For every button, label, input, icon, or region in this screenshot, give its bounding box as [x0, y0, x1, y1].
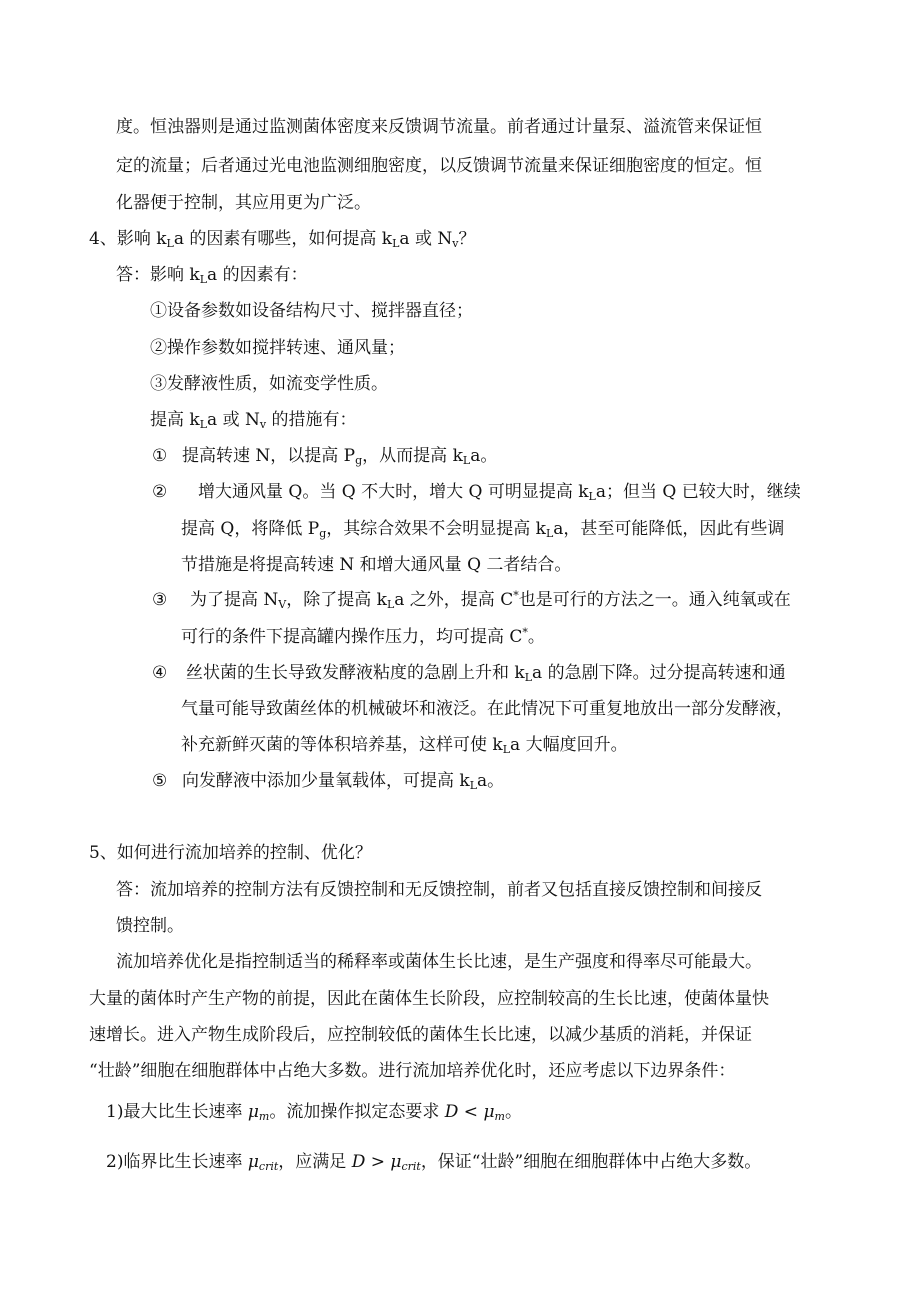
measure-4-line-2: 气量可能导致菌丝体的机械破坏和液泛。在此情况下可重复地放出一部分发酵液， — [181, 699, 793, 719]
factor-item: ③发酵液性质，如流变学性质。 — [150, 374, 388, 394]
paragraph-line: 度。恒浊器则是通过监测菌体密度来反馈调节流量。前者通过计量泵、溢流管来保证恒 — [116, 117, 762, 137]
measure-4-line-3: 补充新鲜灭菌的等体积培养基，这样可使 $k_La$ 大幅度回升。 — [181, 735, 628, 756]
measure-1: ① 提高转速 N，以提高 $P_g$，从而提高 $k_La$。 — [152, 446, 498, 467]
measure-2-line-3: 节措施是将提高转速 N 和增大通风量 Q 二者结合。 — [181, 555, 572, 575]
measure-4-line-1: ④ 丝状菌的生长导致发酵液粘度的急剧上升和 $k_La$ 的急剧下降。过分提高转速和通 — [152, 663, 786, 684]
measure-5: ⑤ 向发酵液中添加少量氧载体，可提高 $k_La$。 — [152, 771, 505, 792]
measure-3-line-1: ③ 为了提高 $N_V$，除了提高 $k_La$ 之外，提高 C*也是可行的方法之一。通入纯氧或在 — [152, 589, 791, 611]
answer-5-line: 答：流加培养的控制方法有反馈控制和无反馈控制，前者又包括直接反馈控制和间接反 — [116, 880, 762, 900]
measure-3-line-2: 可行的条件下提高罐内操作压力，均可提高 C*。 — [181, 626, 545, 647]
measure-2-line-1: ② 增大通风量 Q。当 Q 不大时，增大 Q 可明显提高 $k_La$；但当 Q 已较大时，继续 — [152, 482, 801, 503]
boundary-condition-2: 2)临界比生长速率 $\mu_{crit}$，应满足 $D > \mu_{crit}$，保证“壮龄”细胞在细胞群体中占绝大多数。 — [106, 1152, 762, 1173]
answer-5-line: 馈控制。 — [116, 916, 184, 936]
question-5-heading: 5、如何进行流加培养的控制、优化？ — [89, 843, 372, 863]
question-4-heading: 4、影响 $k_La$ 的因素有哪些，如何提高 $k_La$ 或 $N_v$？ — [89, 229, 476, 250]
answer-4-intro: 答：影响 $k_La$ 的因素有： — [116, 265, 308, 286]
optimization-paragraph-line: 流加培养优化是指控制适当的稀释率或菌体生长比速，是生产强度和得率尽可能最大。 — [116, 952, 762, 972]
measure-2-line-2: 提高 Q，将降低 $P_g$，其综合效果不会明显提高 $k_La$，甚至可能降低，因此有些调 — [181, 519, 785, 540]
paragraph-line: 定的流量；后者通过光电池监测细胞密度，以反馈调节流量来保证细胞密度的恒定。恒 — [116, 156, 762, 176]
optimization-paragraph-line: 大量的菌体时产生产物的前提，因此在菌体生长阶段，应控制较高的生长比速，使菌体量快 — [89, 989, 769, 1009]
factor-item: ①设备参数如设备结构尺寸、搅拌器直径； — [150, 301, 473, 321]
optimization-paragraph-line: 速增长。进入产物生成阶段后，应控制较低的菌体生长比速，以减少基质的消耗，并保证 — [89, 1025, 752, 1045]
measures-heading: 提高 $k_La$ 或 $N_v$ 的措施有： — [150, 410, 357, 431]
paragraph-line: 化器便于控制，其应用更为广泛。 — [116, 193, 371, 213]
optimization-paragraph-line: “壮龄”细胞在细胞群体中占绝大多数。进行流加培养优化时，还应考虑以下边界条件： — [89, 1061, 736, 1081]
factor-item: ②操作参数如搅拌转速、通风量； — [150, 338, 405, 358]
boundary-condition-1: 1)最大比生长速率 $\mu_m$。流加操作拟定态要求 $D < \mu_m$。 — [106, 1102, 522, 1123]
